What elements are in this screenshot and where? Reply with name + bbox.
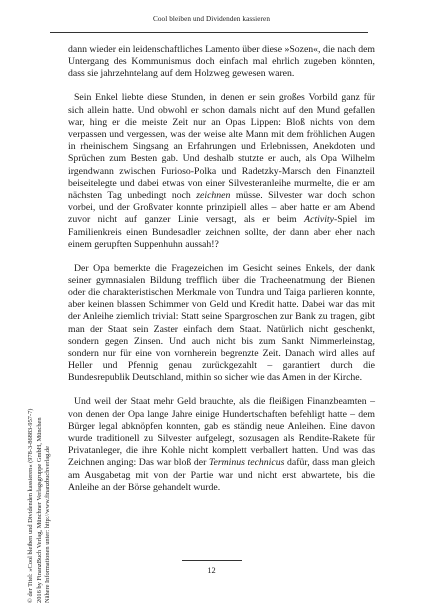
paragraph: [68, 396, 375, 494]
text-run: müsse. Silvester war doch schon vorbei, und der Großvater konnte prinzipiell alles – aber hatte er am Abend zuvor nicht auf ganzer Linie versagt, als er beim: [68, 189, 375, 226]
body-text: [68, 44, 375, 494]
text-run: dann wieder ein leidenschaftliches Lamento über diese »Sozen«, die nach dem Untergang des Kommunismus doch einfach mal ehrlich zugeben könnten, dass sie jahrzehntelang auf dem Holzweg gewesen waren.: [68, 44, 375, 80]
paragraph: [68, 92, 375, 251]
copyright-line: © der Titel: »Cool bleiben und Dividenden kassieren« (978-3-86883-957-7): [27, 408, 34, 603]
text-run: Sein Enkel liebte diese Stunden, in denen er sein großes Vorbild ganz für sich allein hatte. Und obwohl er schon damals nicht auf den Mund gefallen war, hing er die meiste Zeit nur an Opas Lippen: Bloß nichts von dem verpassen und vergessen, was der weise alte Mann mit dem fröhlichen Augen in rheinischem Singsang an Erfahrungen und Erlebnissen, Anekdoten und Sprüchen zum Besten gab. Und deshalb stutzte er auch, als Opa Wilhelm irgendwann zwischen Furioso-Polka und Radetzky-Marsch den Finanzteil beiseitelegte und dabei etwas von einer Silvesteranleihe murmelte, die er am nächsten Tag unbedingt noch: [68, 92, 375, 201]
text-run: Und weil der Staat mehr Geld brauchte, als die fleißigen Finanzbeamten – von denen der Opa lange Jahre einige Hundertschaften befehligt hatte – dem Bürger legal abknöpfen konnten, gab es ständig neue Anleihen. Eine davon wurde traditionell zu Silvester aufgelegt, sozusagen als Rendite-Rakete für Privatanleger, die ihre Kohle nicht komplett verballert hatten. Und was das Zeichnen anging: Das war bloß der: [68, 396, 375, 469]
copyright-side-note: [27, 348, 53, 603]
paragraph: [68, 44, 375, 81]
running-head: Cool bleiben und Dividenden kassieren: [152, 15, 271, 23]
emphasis-text: zeichnen: [196, 189, 231, 201]
emphasis-text: Activity: [304, 214, 334, 226]
text-run: -Spiel im Familienkreis einen Bundesadler zeichnen sollte, der dann aber eher nach einem gerupften Suppenhuhn aussah!?: [68, 214, 375, 250]
copyright-line: Nähere Informationen unter: http://www.finanzbuchverlag.de: [44, 446, 52, 603]
text-run: Der Opa bemerkte die Fragezeichen im Gesicht seines Enkels, der dank seiner gymnasialen Bildung trefflich über die Tracheenatmung der Bienen oder die charakteristischen Merkmale von Tundra und Taiga parlieren konnte, aber keinen blassen Schimmer von Geld und Kredit hatte. Dabei war das mit der Anleihe ziemlich trivial: Statt seine Spargroschen zur Bank zu tragen, gibt man der Staat sein Zaster einfach dem Staat. Natürlich nicht geschenkt, sondern gegen Zinsen. Und auch nicht bis zum Sankt Nimmerleinstag, sondern nur für eine von vornherein begrenzte Zeit. Danach wird alles auf Heller und Pfennig genau zurückgezahlt – garantiert durch die Bundesrepublik Deutschland, mithin so sicher wie das Amen in der Kirche.: [68, 262, 375, 384]
emphasis-text: Terminus technicus: [208, 457, 285, 469]
paragraph: [68, 263, 375, 385]
header-rule: [50, 32, 368, 33]
page-number: 12: [207, 566, 216, 575]
copyright-line: 2016 by FinanzBuch Verlag, Münchner Verlagsgruppe GmbH, München: [35, 417, 43, 603]
footer-rule: [182, 560, 242, 561]
text-run: dafür, dass man gleich am Ausgabetag mit von der Partie war und nicht erst abwartete, bis die Anleihe an der Börse gehandelt wurde.: [68, 457, 375, 493]
